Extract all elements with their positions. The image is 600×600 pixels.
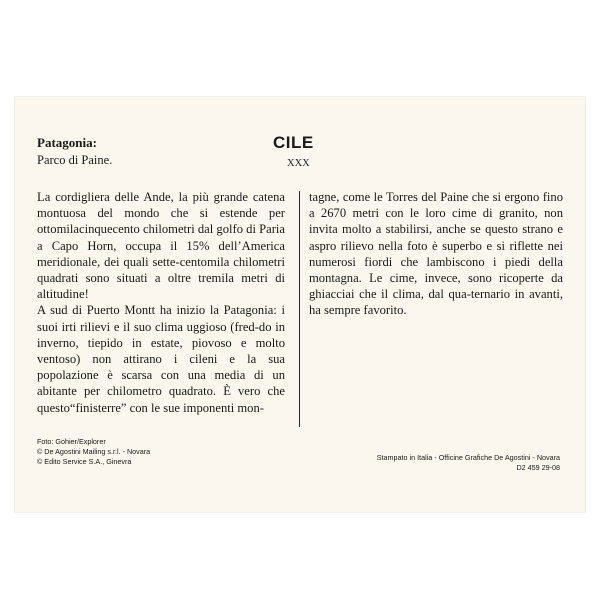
reference-code: XXX — [287, 158, 310, 169]
credit-line: © De Agostini Mailing s.r.l. - Novara — [37, 447, 151, 456]
print-info — [377, 453, 560, 473]
region-title: Patagonia: — [37, 135, 97, 150]
credit-line: © Edito Service S.A., Ginevra — [37, 457, 132, 466]
paragraph: La cordigliera delle Ande, la più grande catena montuosa del mondo che si estende per ottomilacinquecento chilometri dal golfo di Paria a Capo Horn, occupa il 15% dell’America meridionale, dei quali sette-centomila chilometri quadrati sono situati a oltre tremila metri di altitudine! — [37, 190, 285, 302]
paragraph: A sud di Puerto Montt ha inizio la Patagonia: i suoi irti rilievi e il suo clima uggioso (fred-do in inverno, tiepido in estate, piovoso e molto ventoso) non attirano i cileni e la sua popolazione è scarsa con una media di un abitante per chilometro quadrato. È vero che questo“finisterre” con le sue imponenti mon- — [37, 303, 285, 415]
postcard-back — [15, 97, 585, 512]
credit-line: Foto: Gohier/Explorer — [37, 437, 106, 446]
country-title: CILE — [273, 133, 314, 152]
photo-credits — [37, 437, 150, 467]
print-line: Stampato in Italia - Officine Grafiche De Agostini - Novara — [376, 453, 560, 462]
region-subtitle: Parco di Paine. — [37, 153, 113, 167]
paragraph: tagne, come le Torres del Paine che si ergono fino a 2670 metri con le loro cime di granito, non invita molto a stabilirsi, anche se questo strano e aspro rilievo nella foto è superbo e si riflette nei numerosi fiordi che lambiscono i piedi della montagna. Le cime, invece, sono ricoperte da ghiacciai che il clima, dal qua-ternario in avanti, ha sempre favorito. — [309, 190, 563, 318]
print-code: D2 459 29-08 — [516, 463, 560, 472]
text-column-right — [309, 189, 563, 319]
text-column-left — [37, 189, 285, 416]
column-divider — [299, 191, 300, 427]
